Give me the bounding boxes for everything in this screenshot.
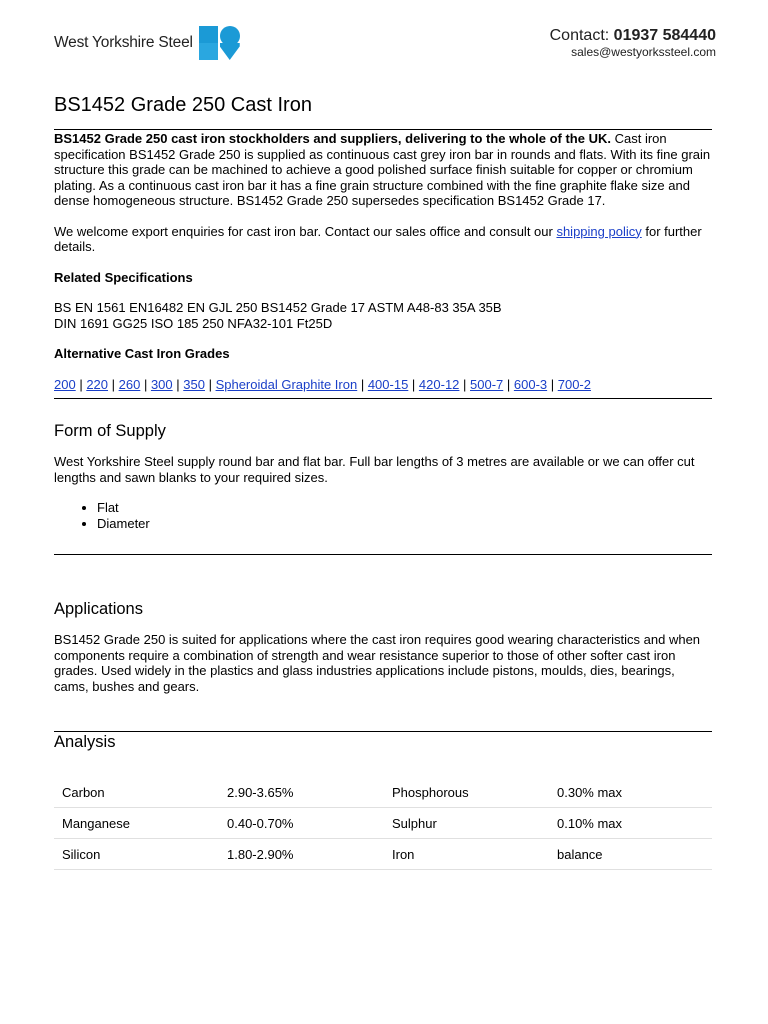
grade-link-420-12[interactable]: 420-12 (418, 376, 460, 392)
table-row (54, 777, 712, 808)
grade-link-500-7[interactable]: 500-7 (470, 376, 504, 392)
link-separator: | (408, 376, 419, 392)
page-title: BS1452 Grade 250 Cast Iron (54, 94, 712, 130)
contact-block (550, 27, 716, 59)
export-paragraph (54, 224, 712, 255)
grade-link-350[interactable]: 350 (183, 376, 205, 392)
grade-link-200[interactable]: 200 (54, 376, 76, 392)
element-name: Iron (384, 839, 549, 870)
brand-logo-icon (199, 26, 245, 60)
grade-link-400-15[interactable]: 400-15 (367, 376, 409, 392)
phone-number[interactable]: 01937 584440 (613, 27, 716, 44)
grade-link-220[interactable]: 220 (86, 376, 109, 392)
related-specs-heading: Related Specifications (54, 269, 193, 285)
link-separator: | (503, 376, 514, 392)
supply-list (54, 500, 712, 531)
link-separator: | (459, 376, 471, 392)
analysis-table (54, 777, 712, 870)
link-separator: | (547, 376, 558, 392)
related-specs-line-1: BS EN 1561 EN16482 EN GJL 250 BS1452 Grade 17 ASTM A48-83 35A 35B (54, 300, 502, 315)
brand-name: West Yorkshire Steel (54, 34, 193, 51)
grade-link-300[interactable]: 300 (150, 376, 173, 392)
element-value: 0.10% max (549, 808, 712, 839)
contact-email[interactable]: sales@westyorkssteel.com (571, 45, 716, 59)
link-separator: | (108, 376, 119, 392)
element-name: Carbon (54, 777, 219, 808)
grade-link-spheroidal-graphite-iron[interactable]: Spheroidal Graphite Iron (215, 376, 358, 392)
element-value: 0.30% max (549, 777, 712, 808)
link-separator: | (204, 376, 216, 392)
related-specs-line-2: DIN 1691 GG25 ISO 185 250 NFA32-101 Ft25D (54, 315, 333, 331)
export-text: We welcome export enquiries for cast iron bar. Contact our sales office and consult our (54, 223, 557, 239)
element-value: 1.80-2.90% (219, 839, 384, 870)
applications-heading: Applications (54, 600, 143, 618)
brand[interactable] (54, 26, 245, 60)
grade-link-700-2[interactable]: 700-2 (557, 376, 591, 392)
main-content (54, 94, 712, 870)
contact-phone-line (550, 27, 716, 45)
element-name: Silicon (54, 839, 219, 870)
grade-link-600-3[interactable]: 600-3 (513, 376, 548, 392)
shipping-policy-link[interactable]: shipping policy (556, 223, 642, 239)
intro-paragraph (54, 131, 712, 209)
link-separator: | (75, 376, 87, 392)
element-value: 0.40-0.70% (219, 808, 384, 839)
supply-paragraph: West Yorkshire Steel supply round bar and flat bar. Full bar lengths of 3 metres are available or we can offer cut lengths and sawn blanks to your required sizes. (54, 454, 695, 485)
intro-body: Cast iron specification BS1452 Grade 250 is supplied as continuous cast grey iron bar in rounds and flats. With its fine grain structure this grade can be machined to achieve a good polished surface finish suitable for copper or chromium plating. As a continuous cast iron bar it has a fine grain structure combined with the fine graphite flake size and dense homogeneous structure. BS1452 Grade 250 supersedes specification BS1452 Grade 17. (54, 131, 711, 208)
intro-lead: BS1452 Grade 250 cast iron stockholders and suppliers, delivering to the whole of the UK. (54, 131, 611, 146)
element-name: Phosphorous (384, 777, 549, 808)
element-name: Manganese (54, 808, 219, 839)
supply-heading: Form of Supply (54, 422, 166, 440)
table-row (54, 839, 712, 870)
grade-link-260[interactable]: 260 (118, 376, 141, 392)
export-text-end: for further details. (54, 223, 702, 254)
element-value: balance (549, 839, 712, 870)
list-item: • Diameter (97, 516, 712, 532)
table-row (54, 808, 712, 839)
element-value: 2.90-3.65% (219, 777, 384, 808)
alternative-grades-links (54, 377, 712, 393)
element-name: Sulphur (384, 808, 549, 839)
contact-label: Contact: (549, 27, 610, 44)
page-header (0, 0, 768, 80)
analysis-heading: Analysis (54, 733, 116, 751)
list-item: • Flat (97, 500, 712, 516)
alternative-grades-heading: Alternative Cast Iron Grades (54, 346, 230, 361)
link-separator: | (172, 376, 184, 392)
link-separator: | (357, 376, 368, 392)
applications-paragraph: BS1452 Grade 250 is suited for applications where the cast iron requires good wearing characteristics and when components require a combination of strength and wear resistance superior to those of other softer cast iron grades. Used widely in the plastics and glass industries applications include pistons, moulds, dies, bearings, cams, bushes and gears. (54, 632, 701, 694)
link-separator: | (140, 376, 151, 392)
